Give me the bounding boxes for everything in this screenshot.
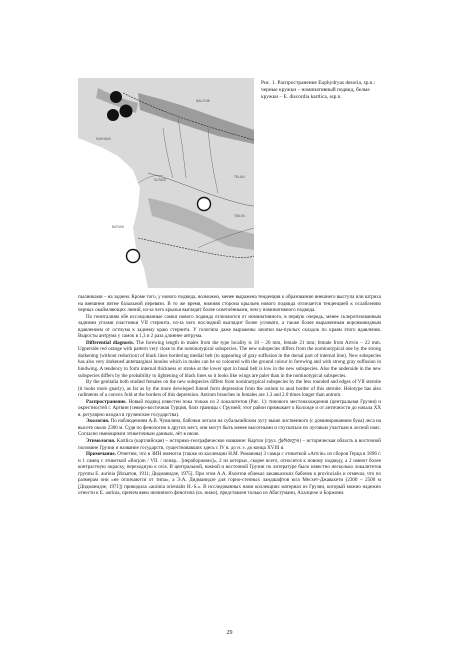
paragraph: По гениталиям обе исследованные самки нового подвида отличаются от номинативного, в первую очередь, менее склеротизованным задними углами пластинки VII стернита, из-за чего последний выглядит более угловато, а также более выраженным воронковидным вдавлением от остиума к заднему краю стернита. У гологипа даже выражены зачатки вы-пуклых складок по краям этого вдавления. Выросты антрума у самок в 1,3 и 2 раза длиннее антрума. xyxy=(78,313,381,340)
locality-marker-nominotypical xyxy=(110,91,122,103)
section-heading: Этимология. xyxy=(86,438,116,445)
map-label-telavi: TELAVI xyxy=(234,175,245,179)
map-label-sukhumi: SUKHUMI xyxy=(96,137,111,141)
paragraph-text: По наблюдениям А.В. Чувилина, бабочки летали на субальпийском лугу выше лиственного (с доминированием бука) леса на высоте около 2300 м. Судя по фенологии в других мест, они могут быть менее высотными и спускаться по луговым участкам в лесной пояс. Согласно имеющимся этикеточным данным, лёт в июле. xyxy=(78,418,381,438)
map-label-kutaisi: KUTAISI xyxy=(154,178,167,182)
map-label-nalchik: NALCHIK xyxy=(196,99,210,103)
locality-marker-nominotypical xyxy=(120,105,133,118)
section-heading: Экология. xyxy=(86,418,110,425)
map-label-batumi: BATUMI xyxy=(112,225,124,229)
figure-caption-text: Рис. 1. Распространение Euphydryas desoria, sp.n.: черные кружки – номинативный подвид, белые кружки – E. discordia kartlica, ssp.n. xyxy=(261,80,376,100)
figure-caption xyxy=(261,80,385,101)
paragraph: By the genitalia both studied females on the new subspecies differs from nominotypical subspecies by the less rounded and edges of VII sternite (it looks more gnarly), as far as by the more developed funnel form depression from the ostium to anal border of this sternite. Holotype has also rudiments of a convex fold at the borders of this depression. Antrum branches in females are 1.3 and 2.0 times longer than antrum. xyxy=(78,379,381,399)
page-number: 29 xyxy=(226,630,233,636)
paragraph-text: Новый подвид известен пока только из 2 локалитетов (Рис. 1): типового местонахождения (центральная Грузия) и окрестностей г. Артвин (северо-восточная Турция, близ границы с Грузией; этот район примыкает к Колхиде и от античности до начала XX в. регулярно входил в грузинские государства). xyxy=(78,398,381,418)
section-heading: Differential diagnosis. xyxy=(86,339,135,346)
paragraph xyxy=(78,418,381,438)
map-graphic xyxy=(78,78,254,288)
locality-marker-kartlica xyxy=(127,250,140,263)
paragraph xyxy=(78,451,381,497)
distribution-map xyxy=(78,78,254,288)
locality-marker-nominotypical xyxy=(107,109,119,121)
paragraph-text: Kartlica (картлийская) – историко-географическое название: Картли (груз. ქართლი) – историческая область в восточной половине Грузии и название государств, существовавших здесь с IV в. до н. э. до конца XVIII в. xyxy=(78,438,381,451)
section-heading: Примечание. xyxy=(86,451,116,458)
article-body xyxy=(78,294,381,497)
paragraph-text: The forewing length in males from the type locality is 18 – 20 mm, female 21 mm; female from Artvin – 22 mm. Upperside red orange with pattern very close to the nominotypical subspecies. The new subspecies differs from the nominotypical one by the strong darkening (without reduction) of black lines bordering medial belt (to appearing of gray suffusion in the dorsal part of internal line). New subspecies has also very darkened antemarginal lunules which in males can be so coloured with the ground colour in forewing and with strong gray suffusion in hindwing. A tendency to form internal thickness or stroke at the lower spot in basal belt is low in the new subspecies. Also the underside in the new subspecies differs by the probability to lightening of black lines so it looks like wings are paler than in the nominotypical subspecies. xyxy=(78,339,381,379)
paragraph-text: Отметим, что в ЗИН имеются (также из коллекции Н.М. Романова) 3 самца с этикеткой «Artvin» из сборов Герца в 1896 г. и 1 самец с этикеткой «Borjom / VII. / попар... [нераборжомо]», 2 из которых, скорее всего, относятся к новому подвиду, а 2 имеют более контрастную окраску, переходную к ovis. В центральной, южной и восточной Грузии по литературе было известно несколько локалитетов группы E. aurinia [Ильятов, 1911; Дидманидзе, 1975]. При этом А.А. Яхонтов облекал закавказских бабочек к provincialis и отмечал, что по размерам они «не отличаются от типа», а Э.А. Дидманидзе для горно-степных ландшафтов юга Месхет-Джавахети (2300 – 2500 м [Дидманидзе, 1971]) приводила «aurinia orientalis Н.-S.». В исследованных нами коллекциях материал из Грузии, который можно надежно отнести к E. aurinia, причем явно низинного фенотипа (sn. ниже), представлен только из Абастумани, Ахалцихе и Боржоми. xyxy=(78,451,381,497)
section-heading: Распространение. xyxy=(86,398,127,405)
paragraph xyxy=(78,340,381,379)
map-label-tbilisi: TBILISI xyxy=(234,214,245,218)
paragraph xyxy=(78,399,381,419)
paragraph: пылинками – на заднем. Кроме того, у нового подвида, возможно, менее выражена тенденция к образованию внешнего выступа или штриха на внешнем пятне базальной перевязи. В то же время, нижняя сторона крыльев нового подвида отличается тенденцией к ослаблению черных окаймляющих линий, из-за чего крылья выглядят более осветлёнными, чем у номинативного подвида. xyxy=(78,294,381,314)
locality-marker-kartlica xyxy=(198,198,211,211)
paragraph xyxy=(78,438,381,451)
